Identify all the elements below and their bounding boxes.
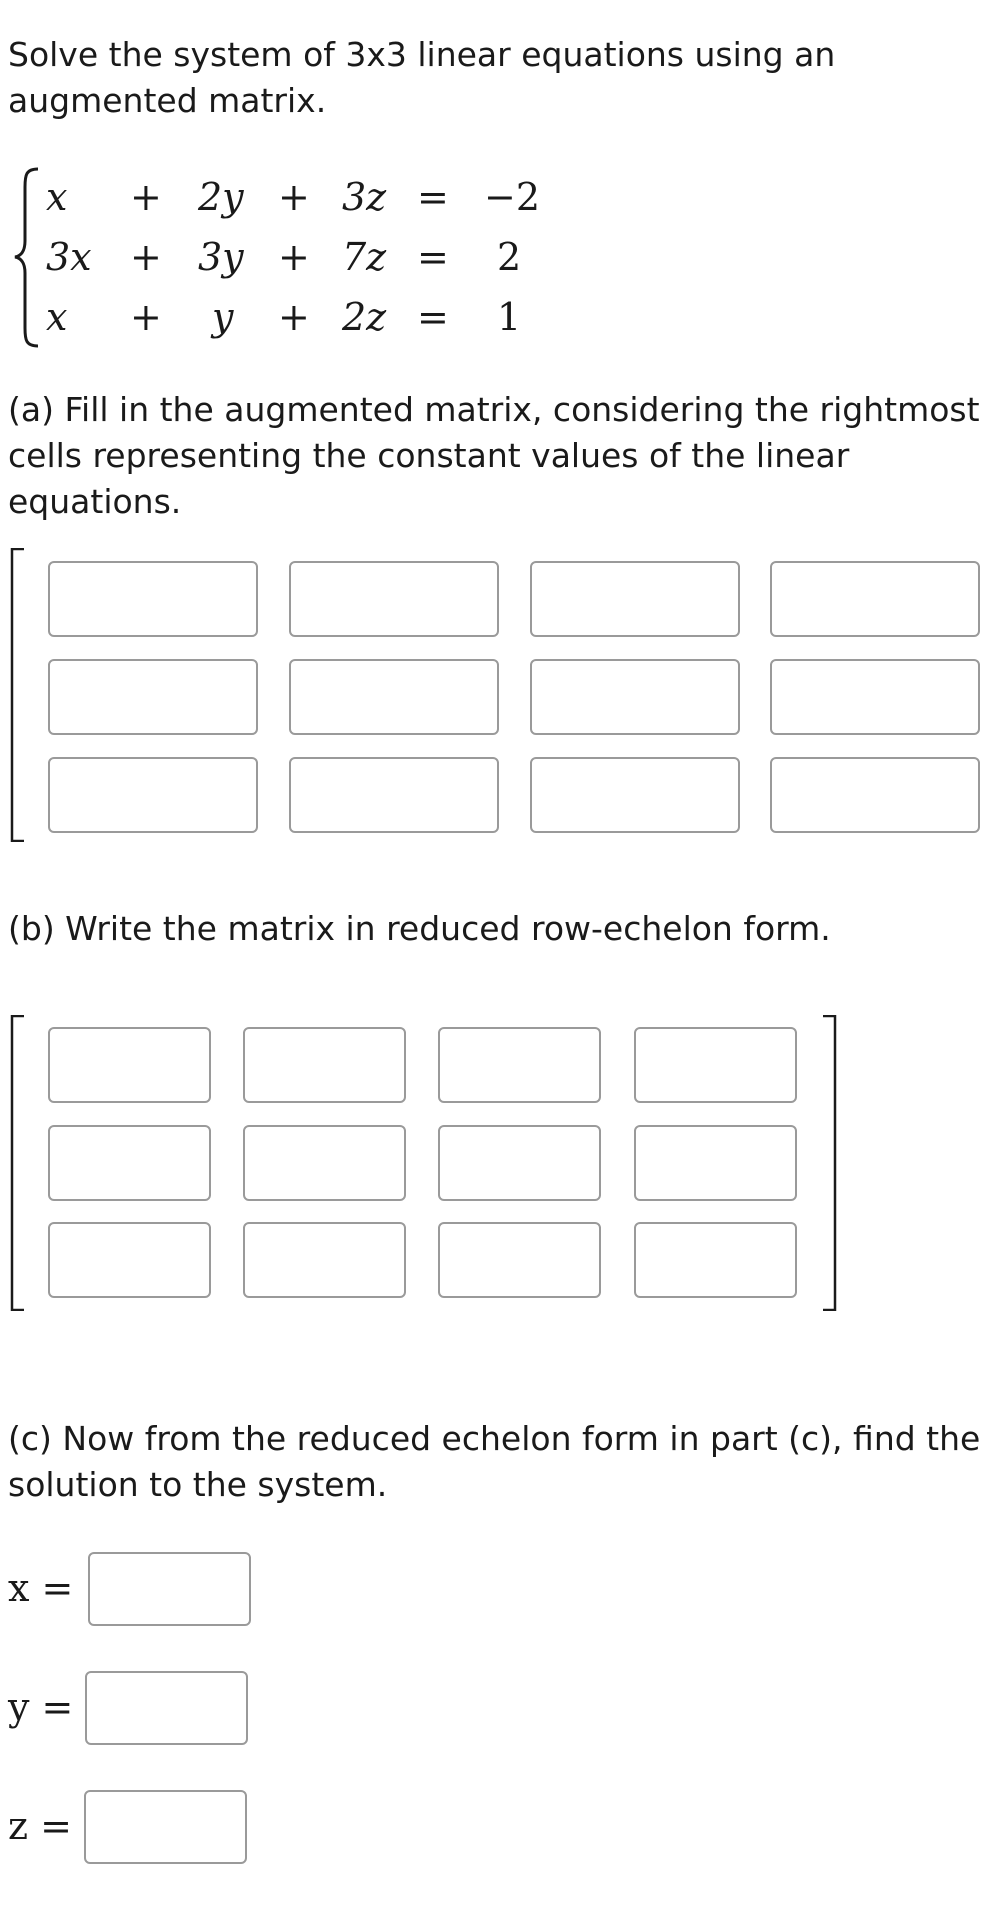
eq2-rhs: 2	[497, 235, 522, 279]
part-c-line-1: (c) Now from the reduced echelon form in part (c), find the	[8, 1419, 981, 1458]
matrix-a-cell-r2c4[interactable]	[770, 659, 980, 735]
matrix-b-cell-r3c2[interactable]	[243, 1222, 406, 1298]
solution-x-label: x =	[8, 1566, 74, 1610]
eq2-term-x: 3x	[46, 235, 92, 279]
matrix-b-cell-r2c1[interactable]	[48, 1125, 211, 1201]
matrix-a-cell-r2c2[interactable]	[289, 659, 499, 735]
part-b-line-1: (b) Write the matrix in reduced row-echelon form.	[8, 909, 831, 948]
part-c-line-2: solution to the system.	[8, 1465, 388, 1504]
matrix-b-cell-r1c4[interactable]	[634, 1027, 797, 1103]
matrix-b-cell-r3c1[interactable]	[48, 1222, 211, 1298]
part-a-line-1: (a) Fill in the augmented matrix, considering the rightmost	[8, 390, 980, 429]
eq2-plus-1: +	[130, 235, 162, 279]
matrix-a-cell-r3c3[interactable]	[530, 757, 740, 833]
intro-line-2: augmented matrix.	[8, 81, 327, 120]
matrix-b-cell-r3c4[interactable]	[634, 1222, 797, 1298]
eq1-rhs: −2	[484, 175, 541, 219]
eq2-term-y: 3y	[198, 235, 244, 279]
matrix-a-cell-r1c4[interactable]	[770, 561, 980, 637]
equation-row-1	[12, 167, 572, 227]
equation-system	[12, 165, 572, 345]
eq2-term-z: 7z	[342, 235, 387, 279]
matrix-b-cell-r1c2[interactable]	[243, 1027, 406, 1103]
eq3-plus-2: +	[278, 295, 310, 339]
matrix-a-cell-r1c2[interactable]	[289, 561, 499, 637]
matrix-a-cell-r3c4[interactable]	[770, 757, 980, 833]
matrix-b-right-bracket-icon	[821, 1015, 837, 1311]
matrix-b-cell-r3c3[interactable]	[438, 1222, 601, 1298]
solution-y-label: y =	[8, 1685, 74, 1729]
matrix-b-cell-r1c3[interactable]	[438, 1027, 601, 1103]
matrix-a-cell-r1c3[interactable]	[530, 561, 740, 637]
part-a-line-3: equations.	[8, 482, 182, 521]
solution-x-input[interactable]	[88, 1552, 251, 1626]
matrix-b-cell-r2c4[interactable]	[634, 1125, 797, 1201]
eq3-term-x: x	[46, 295, 68, 339]
matrix-b-cell-r2c2[interactable]	[243, 1125, 406, 1201]
solution-z-label: z =	[8, 1804, 72, 1848]
intro-line-1: Solve the system of 3x3 linear equations using an	[8, 35, 836, 74]
equation-row-3	[12, 287, 572, 347]
eq1-plus-2: +	[278, 175, 310, 219]
eq3-term-y: y	[212, 295, 234, 339]
eq1-term-x: x	[46, 175, 68, 219]
eq1-equals: =	[417, 175, 449, 219]
solution-z-input[interactable]	[84, 1790, 247, 1864]
eq2-equals: =	[417, 235, 449, 279]
matrix-a-left-bracket-icon	[10, 548, 26, 842]
solution-y-input[interactable]	[85, 1671, 248, 1745]
matrix-a-cell-r3c2[interactable]	[289, 757, 499, 833]
eq1-term-z: 3z	[342, 175, 387, 219]
matrix-a-cell-r2c3[interactable]	[530, 659, 740, 735]
matrix-b-cell-r1c1[interactable]	[48, 1027, 211, 1103]
eq1-term-y: 2y	[198, 175, 244, 219]
eq3-plus-1: +	[130, 295, 162, 339]
part-a-line-2: cells representing the constant values of the linear	[8, 436, 850, 475]
eq3-rhs: 1	[497, 295, 522, 339]
eq3-equals: =	[417, 295, 449, 339]
matrix-a-cell-r2c1[interactable]	[48, 659, 258, 735]
equation-row-2	[12, 227, 572, 287]
matrix-a-cell-r3c1[interactable]	[48, 757, 258, 833]
matrix-a-cell-r1c1[interactable]	[48, 561, 258, 637]
matrix-b-left-bracket-icon	[10, 1015, 26, 1311]
eq1-plus-1: +	[130, 175, 162, 219]
matrix-b-cell-r2c3[interactable]	[438, 1125, 601, 1201]
eq2-plus-2: +	[278, 235, 310, 279]
eq3-term-z: 2z	[342, 295, 387, 339]
